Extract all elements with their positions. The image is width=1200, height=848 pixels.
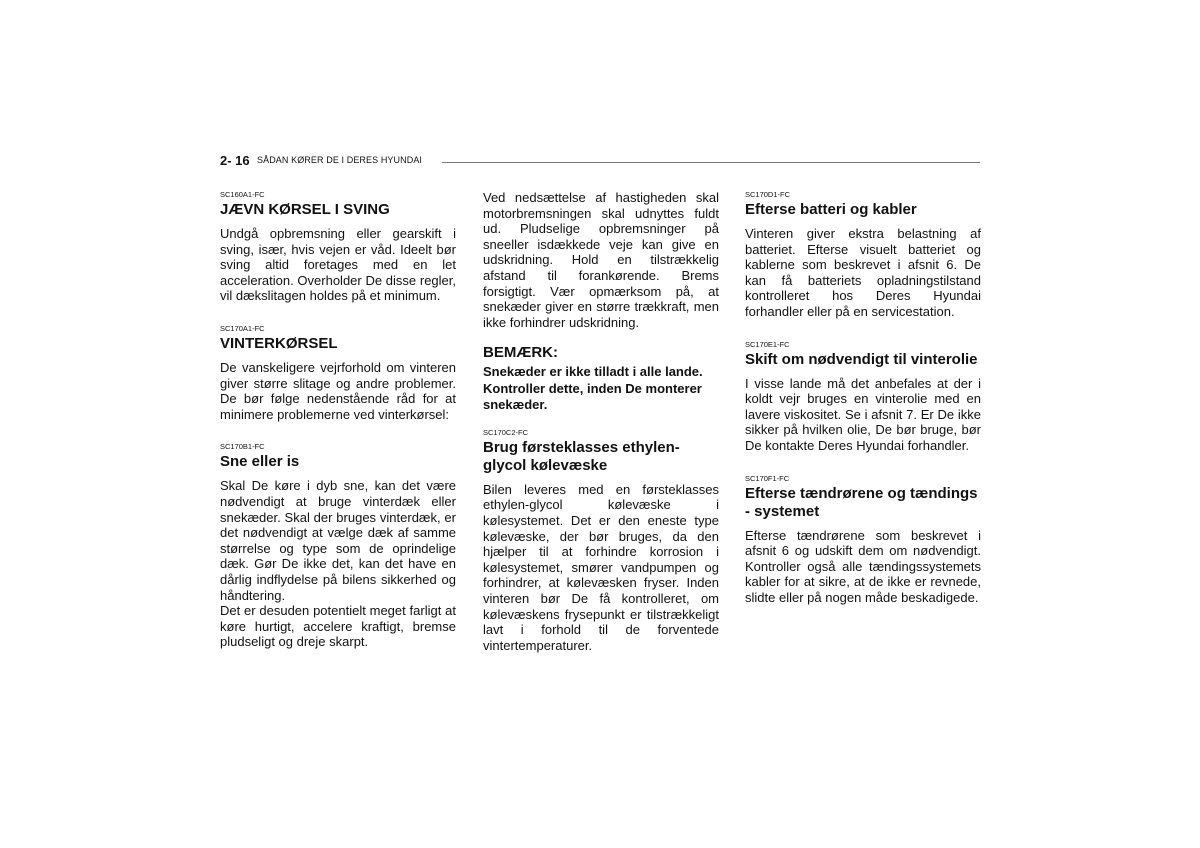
- section-battery: [745, 190, 981, 320]
- note-heading: BEMÆRK:: [483, 344, 558, 362]
- section-code: SC170D1-FC: [745, 190, 791, 199]
- section-body: Bilen leveres med en førsteklasses ethylen-glycol kølevæske i kølesystemet. Det er den eneste type kølevæske, der bør bruges, da den hjælper til at forhindre korrosion i kølesystemet, smører vandpumpen og forhindrer, at kølevæsken fryser. Inden vinteren bør De få kontrolleret, om kølevæskens frysepunkt er tilstrækkeligt lavt i forhold til de forventede vintertemperaturer.: [483, 481, 719, 653]
- section-heading: Efterse tændrørene og tændings - systemet: [745, 484, 978, 520]
- page-number: 2- 16: [220, 153, 250, 168]
- section-code: SC160A1-FC: [220, 190, 265, 199]
- section-coolant: [483, 428, 719, 654]
- section-heading: Brug førsteklasses ethylen-glycol kølevæske: [483, 438, 680, 474]
- section-code: SC170C2-FC: [483, 427, 529, 437]
- section-body: Efterse tændrørene som beskrevet i afsnit 6 og udskift dem om nødvendigt. Kontroller også alle tændingssystemets kabler for at sikre, at de ikke er revnede, slidte eller på nogen måde beskadigede.: [745, 527, 981, 605]
- section-code: SC170F1-FC: [745, 473, 790, 483]
- section-code: SC170B1-FC: [220, 442, 265, 452]
- running-title: SÅDAN KØRER DE I DERES HYUNDAI: [257, 155, 423, 165]
- column-middle: [483, 190, 719, 653]
- section-body: Vinteren giver ekstra belastning af batteriet. Efterse visuelt batteriet og kablerne som beskrevet i afsnit 6. De kan få batteriets opladningstilstand kontrolleret hos Deres Hyundai forhandler eller på en servicestation.: [745, 226, 981, 319]
- column-left: [220, 190, 456, 650]
- section-code: SC170A1-FC: [220, 323, 265, 333]
- continued-paragraph: Ved nedsættelse af hastigheden skal motorbremsningen skal udnyttes fuldt ud. Pludselige opbremsninger på sneeller isdækkede veje kan give en udskridning. Hold en tilstrækkelig afstand til forankørende. Brems forsigtigt. Vær opmærksom på, at snekæder giver en større trækkraft, men ikke forhindrer udskridning.: [483, 190, 719, 330]
- section-spark-plugs: [745, 474, 981, 606]
- section-smooth-cornering: [220, 190, 456, 304]
- column-right: [745, 190, 981, 606]
- note-body: Snekæder er ikke tilladt i alle lande. Kontroller dette, inden De monterer snekæder.: [483, 364, 703, 413]
- section-body: Skal De køre i dyb sne, kan det være nødvendigt at bruge vinterdæk eller snekæder. Skal der bruges vinterdæk, er det nødvendigt at vælge dæk af samme størrelse og type som de oprindelige dæk. Gør De ikke det, kan det have en dårlig indflydelse på bilens sikkerhed og håndtering.: [220, 478, 456, 603]
- section-heading: Skift om nødvendigt til vinterolie: [745, 350, 978, 368]
- section-body: I visse lande må det anbefales at der i koldt vejr bruges en vinterolie med en lavere viskositet. Se i afsnit 7. Er De ikke sikker på hvilken olie, De bør bruge, bør De kontakte Deres Hyundai forhandler.: [745, 375, 981, 453]
- section-heading: Sne eller is: [220, 453, 300, 471]
- header-rule: [442, 162, 980, 163]
- section-heading: JÆVN KØRSEL I SVING: [220, 201, 390, 218]
- note-box: [483, 344, 719, 414]
- section-body-continued: Det er desuden potentielt meget farligt at køre hurtigt, accelere kraftigt, bremse pludseligt og dreje skarpt.: [220, 603, 456, 650]
- section-heading: Efterse batteri og kabler: [745, 201, 917, 218]
- section-heading: VINTERKØRSEL: [220, 334, 338, 352]
- section-body: De vanskeligere vejrforhold om vinteren giver større slitage og andre problemer. De bør følge nedenstående råd for at minimere problemerne ved vinterkørsel:: [220, 359, 456, 422]
- section-body: Undgå opbremsning eller gearskift i sving, især, hvis vejen er våd. Ideelt bør sving altid foretages med en let acceleration. Overholder De disse regler, vil dækslitagen holdes på et minimum.: [220, 226, 456, 304]
- section-snow-ice: [220, 442, 456, 650]
- page-header: [220, 153, 980, 171]
- section-code: SC170E1-FC: [745, 339, 790, 349]
- section-winter-oil: [745, 340, 981, 454]
- section-winter-driving: [220, 324, 456, 422]
